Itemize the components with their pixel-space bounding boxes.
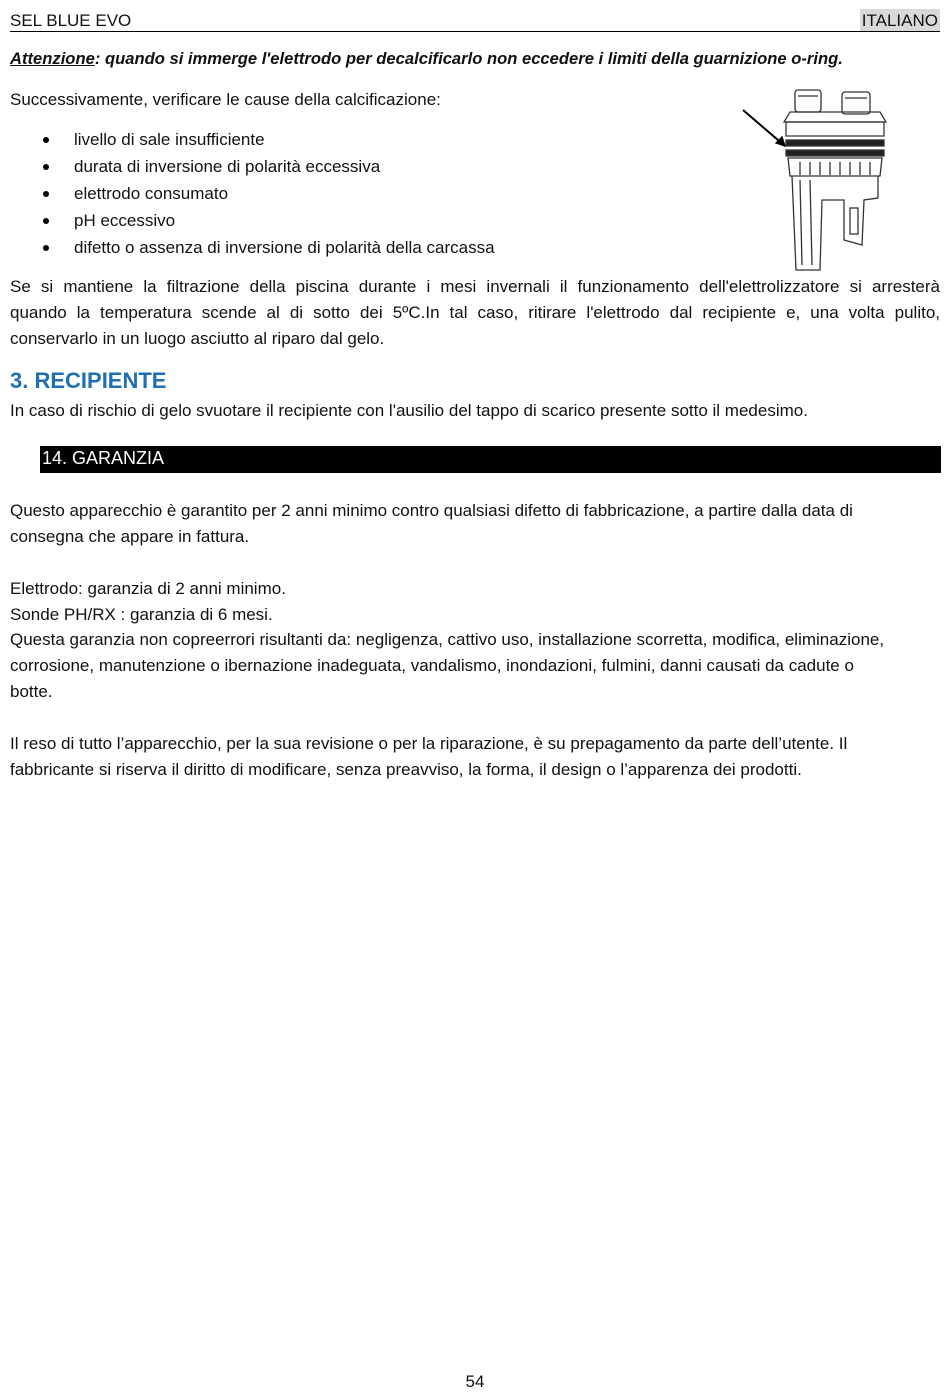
section-heading-recipiente: 3. RECIPIENTE [10,368,167,393]
attention-label: Attenzione [10,49,95,68]
list-item: pH eccessivo [10,207,495,234]
list-item: durata di inversione di polarità eccessiva [10,153,495,180]
causes-list [10,126,495,261]
list-item: difetto o assenza di inversione di polarità della carcassa [10,234,495,261]
attention-text: : quando si immerge l'elettrodo per decalcificarlo non eccedere i limiti della guarnizione o-ring. [94,49,843,68]
bullet-icon [43,164,49,170]
list-item: livello di sale insufficiente [10,126,495,153]
header-title: SEL BLUE EVO [10,11,132,30]
attention-note [10,46,843,72]
warranty-return: Il reso di tutto l’apparecchio, per la sua revisione o per la riparazione, è su prepagamento da parte dell’utente. Il fabbricante si riserva il diritto di modificare, senza preavviso, la forma, il design o l’apparenza dei prodotti. [10,734,848,779]
page-header [10,9,940,32]
page-number: 54 [465,1372,485,1391]
list-item: elettrodo consumato [10,180,495,207]
warranty-exclusions: Questa garanzia non copreerrori risultanti da: negligenza, cattivo uso, installazione scorretta, modifica, eliminazione, corrosione, manutenzione o ibernazione inadeguata, vandalismo, inondazioni, fulmini, danni causati da cadute o botte. [10,630,885,701]
winter-paragraph: Se si mantiene la filtrazione della piscina durante i mesi invernali il funzionamento dell'elettrolizzatore si arresterà quando la temperatura scende al di sotto dei 5ºC.In tal caso, ritirare l'elettrodo dal recipiente e, una volta pulito, conservarlo in un luogo asciutto al riparo dal gelo. [10,277,940,348]
header-language: ITALIANO [861,11,938,30]
section-heading-garanzia [40,446,941,473]
bullet-icon [43,137,49,143]
warranty-electrode: Elettrodo: garanzia di 2 anni minimo. [10,579,286,598]
bullet-icon [43,191,49,197]
electrode-illustration [740,80,900,275]
warranty-paragraph: Questo apparecchio è garantito per 2 anni minimo contro qualsiasi difetto di fabbricazione, a partire dalla data di consegna che appare in fattura. [10,501,853,546]
recipiente-text: In caso di rischio di gelo svuotare il recipiente con l'ausilio del tappo di scarico presente sotto il medesimo. [10,401,808,420]
warranty-probes: Sonde PH/RX : garanzia di 6 mesi. [10,605,273,624]
calcification-intro: Successivamente, verificare le cause della calcificazione: [10,90,441,109]
garanzia-heading-text: 14. GARANZIA [42,448,165,468]
bullet-icon [43,218,49,224]
bullet-icon [43,245,49,251]
